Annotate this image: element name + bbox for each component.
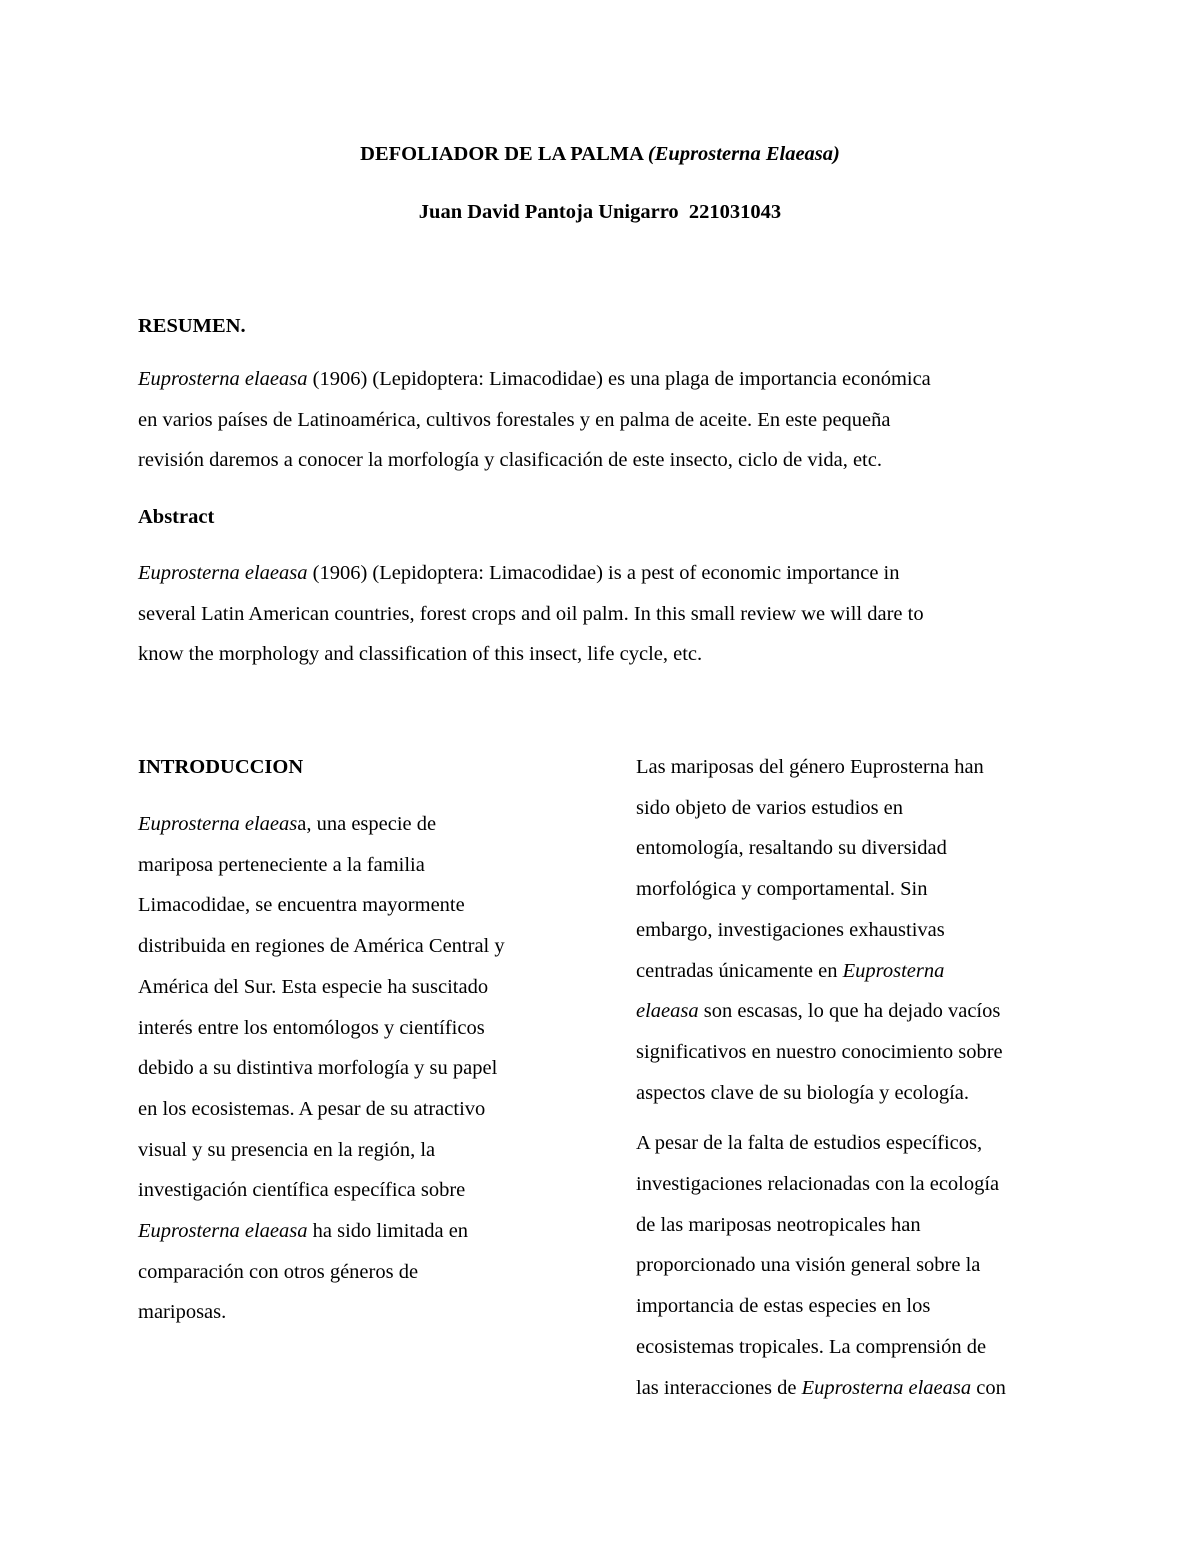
intro-left-line: mariposa perteneciente a la familia (138, 853, 425, 876)
abstract-line-1-text: (1906) (Lepidoptera: Limacodidae) is a pest of economic importance in (307, 562, 900, 584)
intro-left-line (138, 804, 578, 845)
resumen-line-1-text: (1906) (Lepidoptera: Limacodidae) es una plaga de importancia económica (307, 368, 931, 390)
intro-right-line: importancia de estas especies en los (636, 1295, 931, 1318)
intro-left-line: comparación con otros géneros de (138, 1260, 419, 1283)
abstract-line-2: several Latin American countries, forest crops and oil palm. In this small review we will dare to (138, 602, 924, 625)
intro-left-line: mariposas. (138, 1301, 227, 1324)
intro-right-line: Las mariposas del género Euprosterna han (636, 756, 984, 778)
intro-right-line-text: las interacciones de (636, 1376, 802, 1399)
resumen-line-2: en varios países de Latinoamérica, cultivos forestales y en palma de aceite. En este pequeña (138, 408, 891, 431)
intro-right-line (636, 1368, 1076, 1409)
intro-right-line-text: centradas únicamente en (636, 959, 843, 982)
intro-left-line-text: a, una especie de (297, 813, 437, 835)
intro-right-paragraph-2 (636, 1123, 1076, 1408)
intro-left-line: distribuida en regiones de América Central y (138, 935, 505, 958)
title-species: (Euprosterna Elaeasa) (647, 143, 840, 165)
intro-right-line-end: con (971, 1376, 1006, 1399)
intro-left-line: América del Sur. Esta especie ha suscitado (138, 975, 489, 998)
intro-right-line: significativos en nuestro conocimiento sobre (636, 1040, 1003, 1063)
intro-left-line-text: ha sido limitada en (307, 1220, 469, 1243)
intro-species: Euprosterna elaeasa (138, 1220, 308, 1243)
intro-left-line: visual y su presencia en la región, la (138, 1138, 436, 1161)
intro-right-line: sido objeto de varios estudios en (636, 796, 904, 819)
introduccion-heading: INTRODUCCION (138, 756, 304, 778)
intro-right-line: morfológica y comportamental. Sin (636, 878, 928, 901)
intro-right-line (636, 951, 1076, 992)
intro-species: Euprosterna elaeas (138, 813, 298, 835)
intro-species: Euprosterna (842, 959, 945, 982)
document-title (0, 140, 1200, 168)
resumen-species: Euprosterna elaeasa (138, 368, 308, 390)
intro-left-line: debido a su distintiva morfología y su papel (138, 1057, 498, 1080)
intro-left-line (138, 1211, 578, 1252)
intro-right-line: entomología, resaltando su diversidad (636, 837, 947, 860)
intro-right-line: A pesar de la falta de estudios específicos, (636, 1132, 983, 1155)
intro-right-paragraph-1 (636, 747, 1076, 1113)
intro-right-line: ecosistemas tropicales. La comprensión de (636, 1335, 987, 1358)
author-line: Juan David Pantoja Unigarro 221031043 (418, 201, 782, 223)
intro-left-line: Limacodidae, se encuentra mayormente (138, 894, 465, 917)
intro-left-line: interés entre los entomólogos y científicos (138, 1016, 485, 1039)
intro-right-line: proporcionado una visión general sobre la (636, 1254, 981, 1277)
intro-right-line: de las mariposas neotropicales han (636, 1213, 921, 1236)
intro-right-line: embargo, investigaciones exhaustivas (636, 918, 945, 941)
abstract-line-1 (138, 553, 1078, 594)
intro-right-line-text: son escasas, lo que ha dejado vacíos (698, 1000, 1001, 1023)
intro-right-line: aspectos clave de su biología y ecología. (636, 1081, 970, 1104)
resumen-heading: RESUMEN. (138, 315, 246, 337)
abstract-heading: Abstract (138, 506, 215, 528)
abstract-line-3: know the morphology and classification of this insect, life cycle, etc. (138, 643, 703, 666)
intro-right-line (636, 991, 1076, 1032)
intro-left-line: en los ecosistemas. A pesar de su atractivo (138, 1097, 486, 1120)
intro-left-column (138, 753, 578, 1333)
resumen-line-3: revisión daremos a conocer la morfología y clasificación de este insecto, ciclo de vida, etc. (138, 449, 882, 472)
intro-species: Euprosterna elaeasa (801, 1376, 972, 1399)
resumen-paragraph (138, 359, 1078, 481)
abstract-paragraph (138, 553, 1078, 675)
intro-left-paragraph (138, 804, 578, 1333)
intro-species: elaeasa (636, 1000, 699, 1023)
title-main: DEFOLIADOR DE LA PALMA (360, 143, 648, 165)
resumen-line-1 (138, 359, 1078, 400)
abstract-species: Euprosterna elaeasa (138, 562, 308, 584)
intro-right-column (636, 753, 1076, 1408)
intro-right-line: investigaciones relacionadas con la ecología (636, 1173, 1000, 1196)
intro-left-line: investigación científica específica sobre (138, 1179, 466, 1202)
